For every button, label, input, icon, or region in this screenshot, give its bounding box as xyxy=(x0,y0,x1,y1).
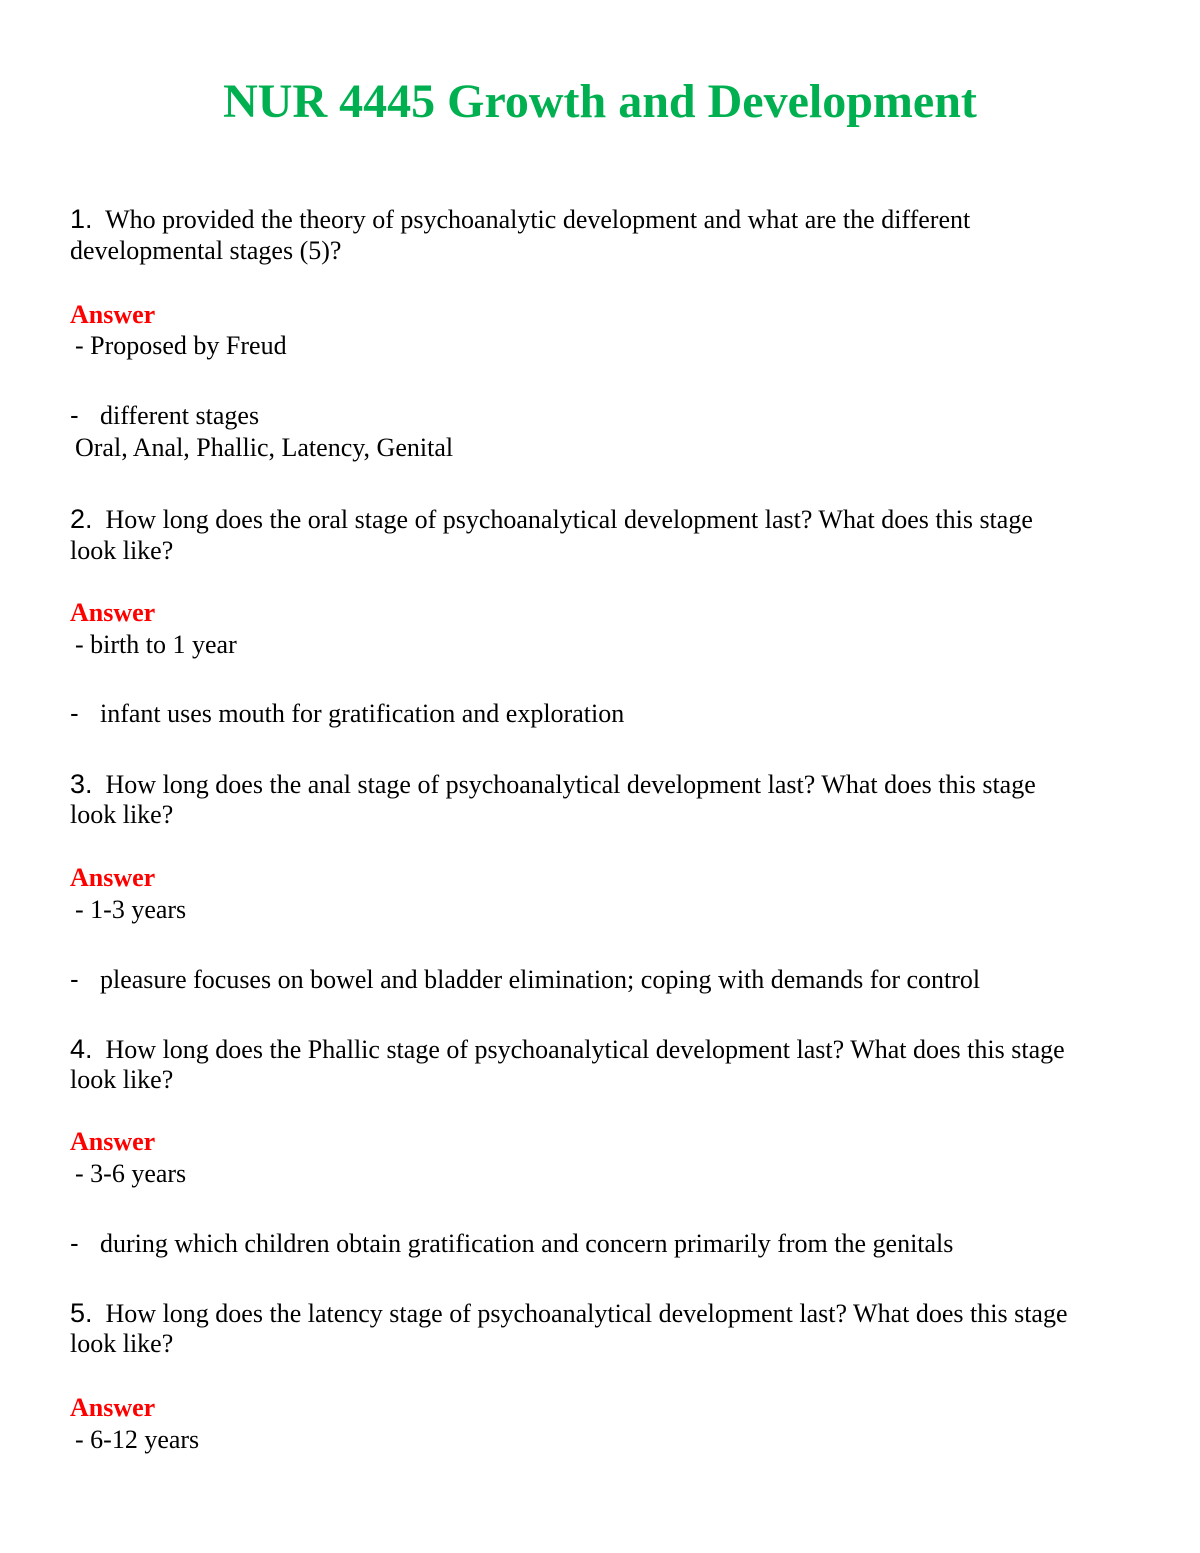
answer-detail xyxy=(70,1228,953,1259)
question-number: 4. xyxy=(70,1034,93,1064)
question-text: How long does the Phallic stage of psychoanalytical development last? What does this stage xyxy=(105,1035,1065,1064)
answer-label: Answer xyxy=(70,1393,156,1422)
question-text-continued: look like? xyxy=(70,1329,174,1358)
question-text: How long does the oral stage of psychoanalytical development last? What does this stage xyxy=(105,505,1033,534)
question-text-line xyxy=(70,204,970,235)
answer-label: Answer xyxy=(70,598,156,627)
answer-text: - 3-6 years xyxy=(75,1159,187,1188)
answer-detail-text: different stages xyxy=(100,401,260,430)
dash-bullet: - xyxy=(70,1228,79,1258)
answer-detail xyxy=(70,698,624,729)
dash-bullet: - xyxy=(70,400,79,430)
answer-detail-list: Oral, Anal, Phallic, Latency, Genital xyxy=(75,433,454,462)
question-text: Who provided the theory of psychoanalytic development and what are the different xyxy=(105,205,971,234)
answer-label: Answer xyxy=(70,863,156,892)
answer-detail-text: infant uses mouth for gratification and exploration xyxy=(100,699,625,728)
question-text-line xyxy=(70,1298,1068,1329)
dash-bullet: - xyxy=(70,964,79,994)
page-title: NUR 4445 Growth and Development xyxy=(223,75,977,128)
question-text-continued: look like? xyxy=(70,1065,174,1094)
dash-bullet: - xyxy=(70,698,79,728)
question-number: 2. xyxy=(70,504,93,534)
answer-text: - birth to 1 year xyxy=(75,630,237,659)
question-number: 1. xyxy=(70,204,93,234)
answer-text: - Proposed by Freud xyxy=(75,331,287,360)
question-text-continued: look like? xyxy=(70,536,174,565)
answer-text: - 6-12 years xyxy=(75,1425,200,1454)
question-text-continued: look like? xyxy=(70,800,174,829)
answer-detail-text: pleasure focuses on bowel and bladder elimination; coping with demands for control xyxy=(100,965,981,994)
question-number: 5. xyxy=(70,1298,93,1328)
answer-label: Answer xyxy=(70,300,156,329)
question-text: How long does the anal stage of psychoanalytical development last? What does this stage xyxy=(105,770,1036,799)
question-text-continued: developmental stages (5)? xyxy=(70,236,342,265)
answer-label: Answer xyxy=(70,1127,156,1156)
answer-detail xyxy=(70,400,259,431)
answer-text: - 1-3 years xyxy=(75,895,187,924)
question-number: 3. xyxy=(70,769,93,799)
question-text: How long does the latency stage of psychoanalytical development last? What does this stage xyxy=(105,1299,1068,1328)
question-text-line xyxy=(70,769,1036,800)
answer-detail xyxy=(70,964,980,995)
answer-detail-text: during which children obtain gratification and concern primarily from the genitals xyxy=(100,1229,954,1258)
question-text-line xyxy=(70,1034,1065,1065)
question-text-line xyxy=(70,504,1033,535)
